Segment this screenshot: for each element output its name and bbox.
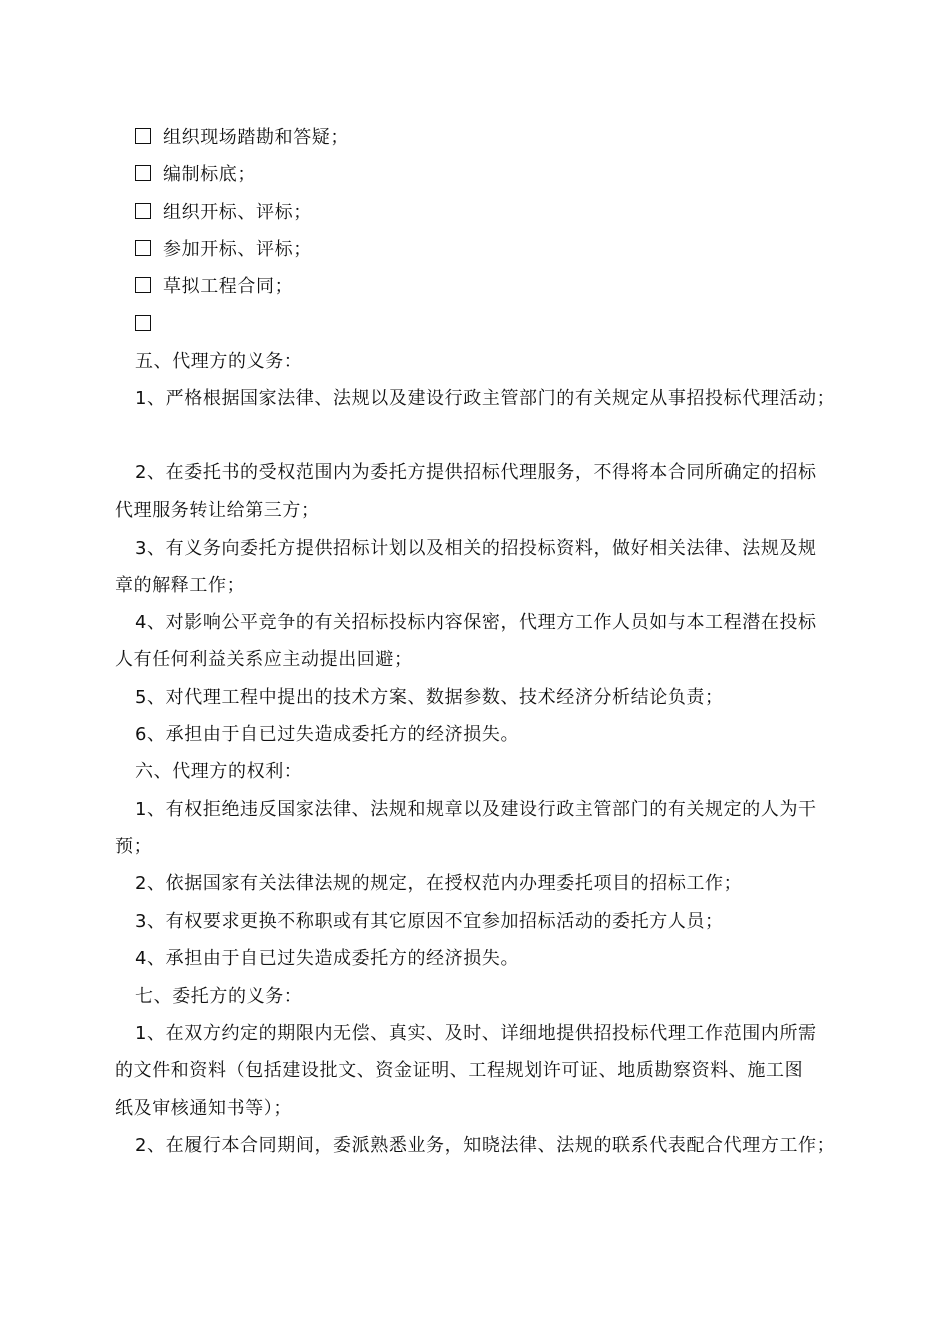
checklist-item: 参加开标、评标；	[135, 238, 312, 262]
paragraph-line: 代理服务转让给第三方；	[115, 500, 320, 521]
checkbox-icon[interactable]	[135, 165, 151, 181]
paragraph-line: 预；	[115, 836, 153, 857]
paragraph-line: 3、有义务向委托方提供招标计划以及相关的招投标资料，做好相关法律、法规及规	[135, 538, 817, 559]
checklist-item: 组织现场踏勘和答疑；	[135, 126, 349, 150]
paragraph-line: 2、依据国家有关法律法规的规定，在授权范内办理委托项目的招标工作；	[135, 873, 743, 894]
paragraph-line: 1、严格根据国家法律、法规以及建设行政主管部门的有关规定从事招投标代理活动；	[135, 388, 836, 409]
checklist-item	[135, 313, 163, 337]
paragraph-line: 4、对影响公平竞争的有关招标投标内容保密，代理方工作人员如与本工程潜在投标	[135, 612, 817, 633]
checkbox-icon[interactable]	[135, 128, 151, 144]
checkbox-icon[interactable]	[135, 315, 151, 331]
section-heading: 六、代理方的权利：	[135, 761, 303, 782]
paragraph-line: 1、有权拒绝违反国家法律、法规和规章以及建设行政主管部门的有关规定的人为干	[135, 799, 817, 820]
paragraph-line: 6、承担由于自已过失造成委托方的经济损失。	[135, 724, 520, 745]
paragraph-line: 人有任何利益关系应主动提出回避；	[115, 649, 413, 670]
checklist-item: 草拟工程合同；	[135, 275, 293, 299]
paragraph-line: 纸及审核通知书等）；	[115, 1098, 292, 1119]
section-heading: 七、委托方的义务：	[135, 986, 303, 1007]
checkbox-icon[interactable]	[135, 277, 151, 293]
section-heading: 五、代理方的义务：	[135, 351, 303, 372]
paragraph-line: 的文件和资料（包括建设批文、资金证明、工程规划许可证、地质勘察资料、施工图	[115, 1060, 804, 1081]
paragraph-line: 5、对代理工程中提出的技术方案、数据参数、技术经济分析结论负责；	[135, 687, 724, 708]
paragraph-line: 3、有权要求更换不称职或有其它原因不宜参加招标活动的委托方人员；	[135, 911, 724, 932]
checklist-item: 组织开标、评标；	[135, 201, 312, 225]
paragraph-line: 4、承担由于自已过失造成委托方的经济损失。	[135, 948, 520, 969]
paragraph-line: 2、在履行本合同期间，委派熟悉业务，知晓法律、法规的联系代表配合代理方工作；	[135, 1135, 836, 1156]
checklist-item: 编制标底；	[135, 163, 256, 187]
checkbox-icon[interactable]	[135, 203, 151, 219]
paragraph-line: 章的解释工作；	[115, 575, 246, 596]
paragraph-line: 1、在双方约定的期限内无偿、真实、及时、详细地提供招投标代理工作范围内所需	[135, 1023, 817, 1044]
paragraph-line: 2、在委托书的受权范围内为委托方提供招标代理服务，不得将本合同所确定的招标	[135, 462, 817, 483]
checkbox-icon[interactable]	[135, 240, 151, 256]
